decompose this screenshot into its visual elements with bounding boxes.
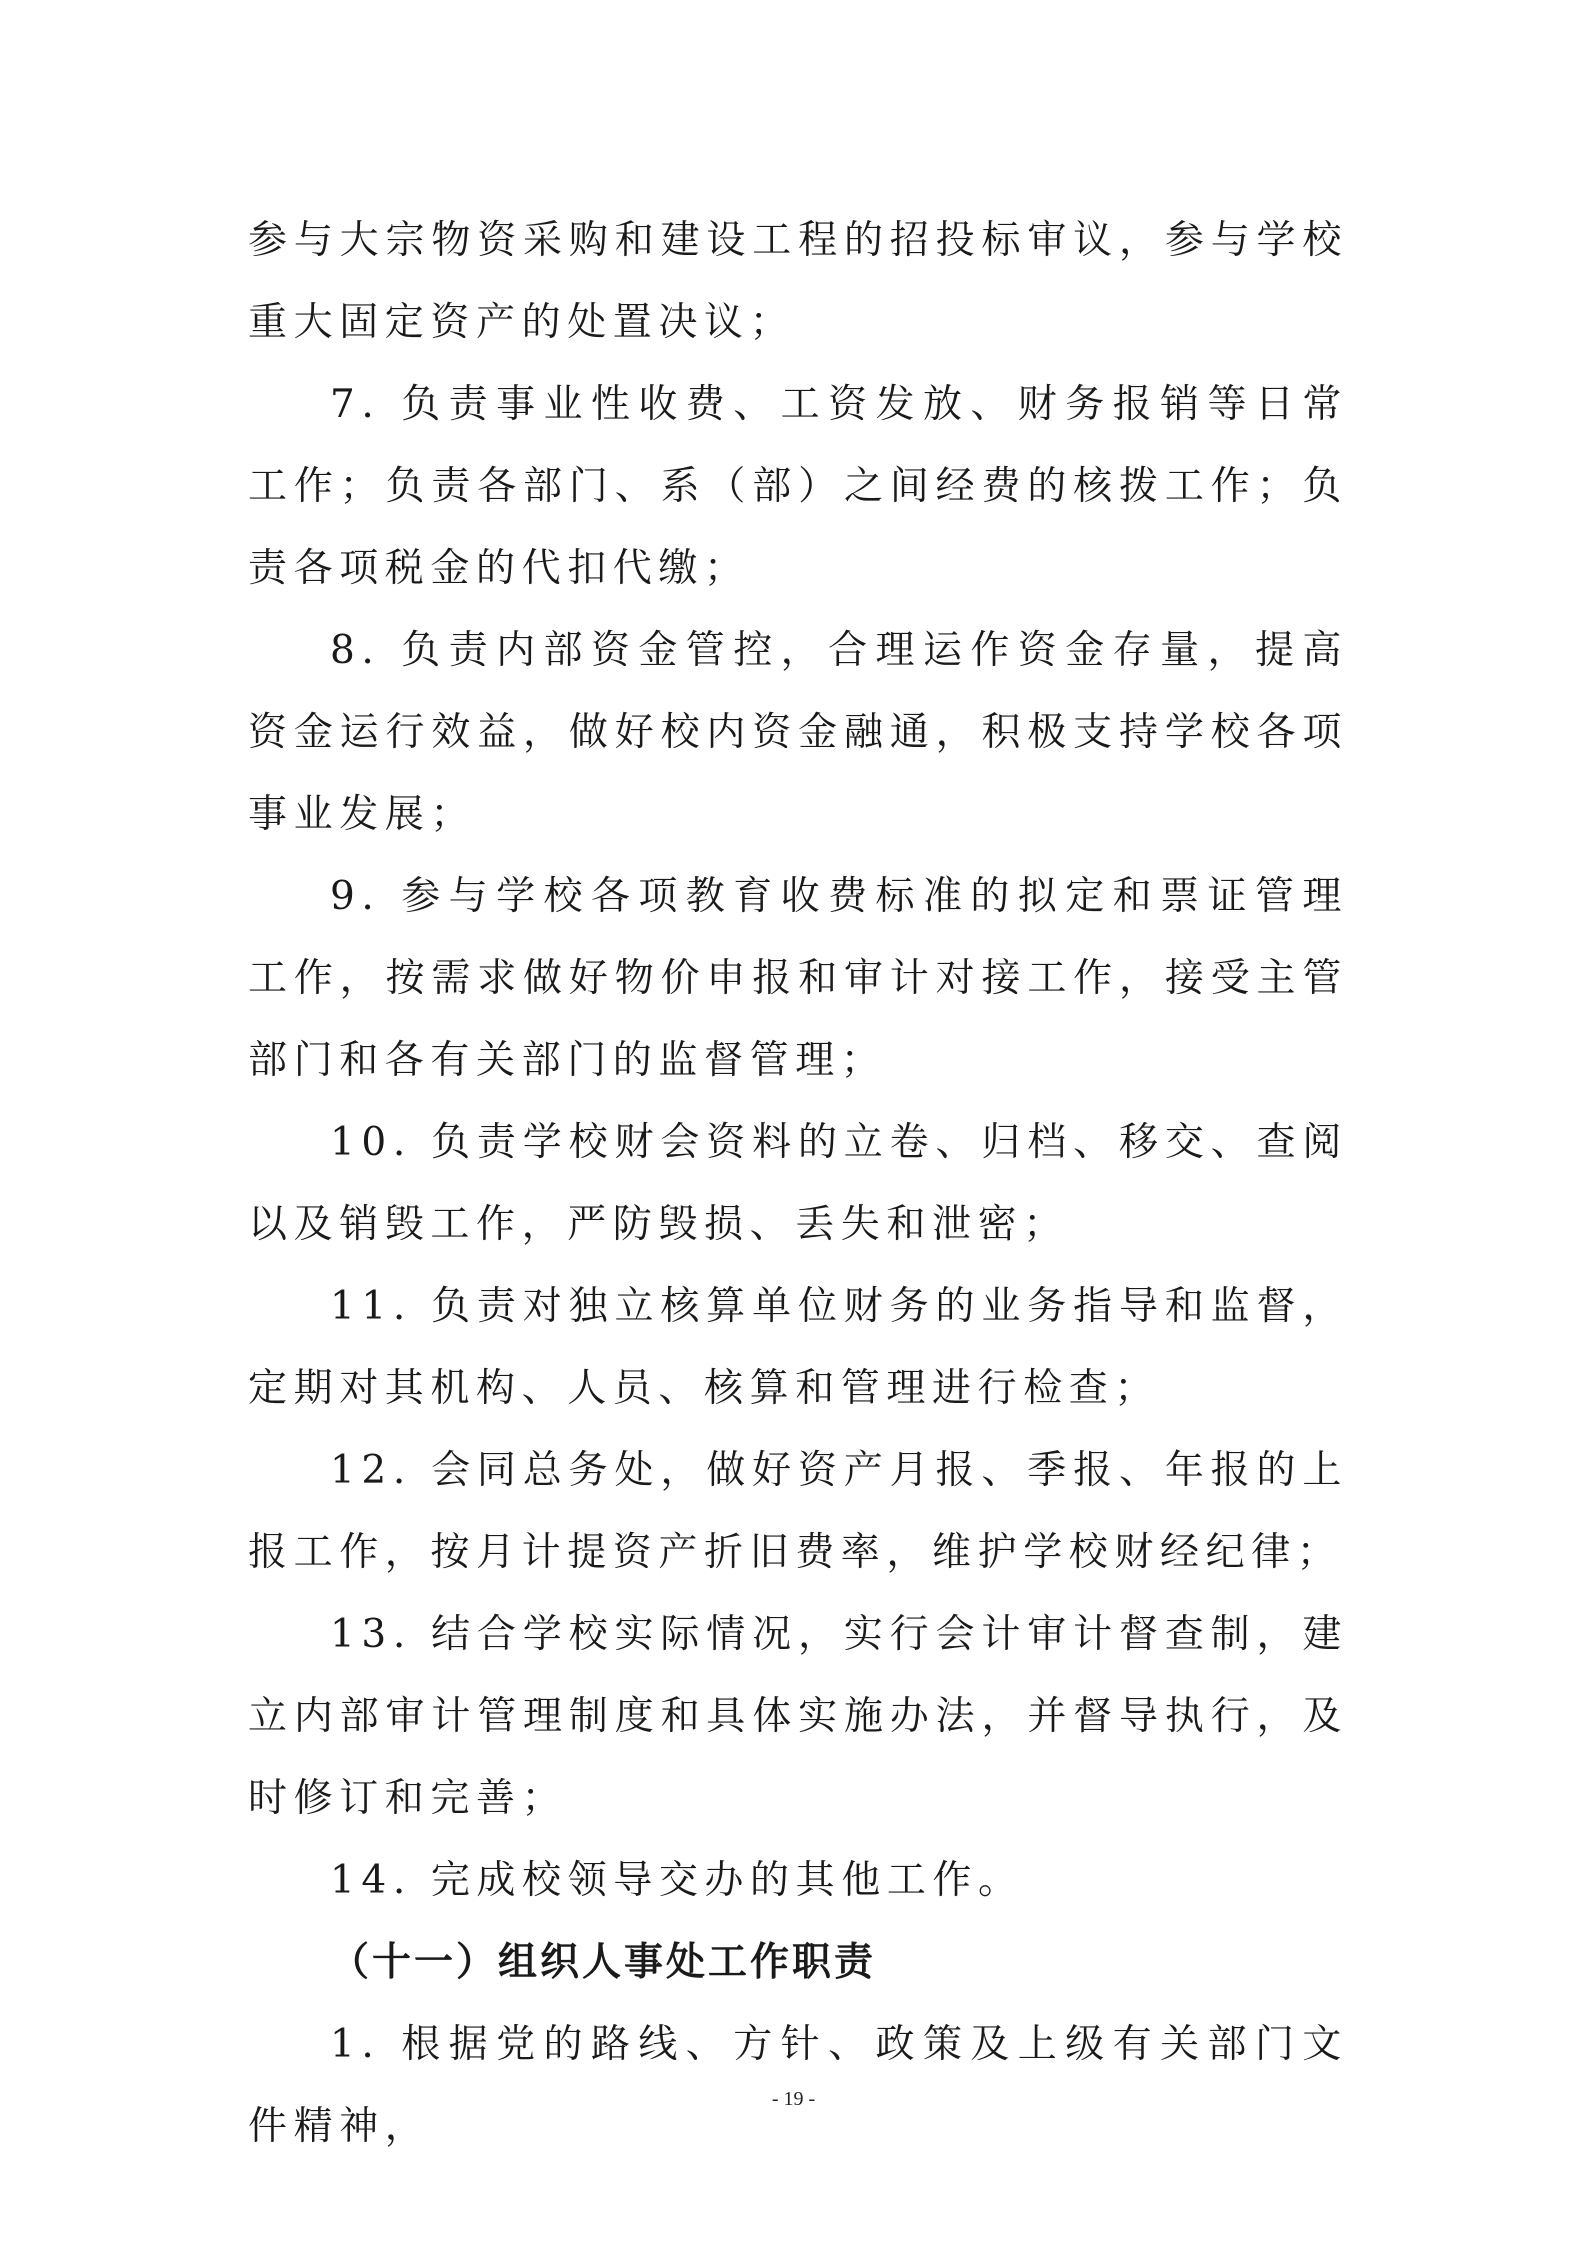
paragraph-item-7: 7. 负责事业性收费、工资发放、财务报销等日常工作；负责各部门、系（部）之间经费的核拨工作；负责各项税金的代扣代缴； [248,382,1348,591]
paragraph-item-9: 9. 参与学校各项教育收费标准的拟定和票证管理工作，按需求做好物价申报和审计对接工作，接受主管部门和各有关部门的监督管理； [248,874,1348,1083]
page-body [248,200,1348,2168]
paragraph-continued: 参与大宗物资采购和建设工程的招投标审议，参与学校重大固定资产的处置决议； [248,218,1348,345]
paragraph-item-8: 8. 负责内部资金管控，合理运作资金存量，提高资金运行效益，做好校内资金融通，积极支持学校各项事业发展； [248,628,1348,837]
paragraph-item-14: 14. 完成校领导交办的其他工作。 [330,1858,1024,1903]
page-number: - 19 - [771,2088,816,2110]
paragraph-section-item-1: 1. 根据党的路线、方针、政策及上级有关部门文件精神， [248,2022,1348,2149]
paragraph-item-12: 12. 会同总务处，做好资产月报、季报、年报的上报工作，按月计提资产折旧费率，维护学校财经纪律； [248,1448,1348,1575]
paragraph-item-10: 10. 负责学校财会资料的立卷、归档、移交、查阅以及销毁工作，严防毁损、丢失和泄密； [248,1120,1348,1247]
paragraph-item-11: 11. 负责对独立核算单位财务的业务指导和监督，定期对其机构、人员、核算和管理进行检查； [248,1284,1348,1411]
section-heading: （十一）组织人事处工作职责 [330,1940,877,1985]
paragraph-item-13: 13. 结合学校实际情况，实行会计审计督查制，建立内部审计管理制度和具体实施办法，并督导执行，及时修订和完善； [248,1612,1348,1821]
